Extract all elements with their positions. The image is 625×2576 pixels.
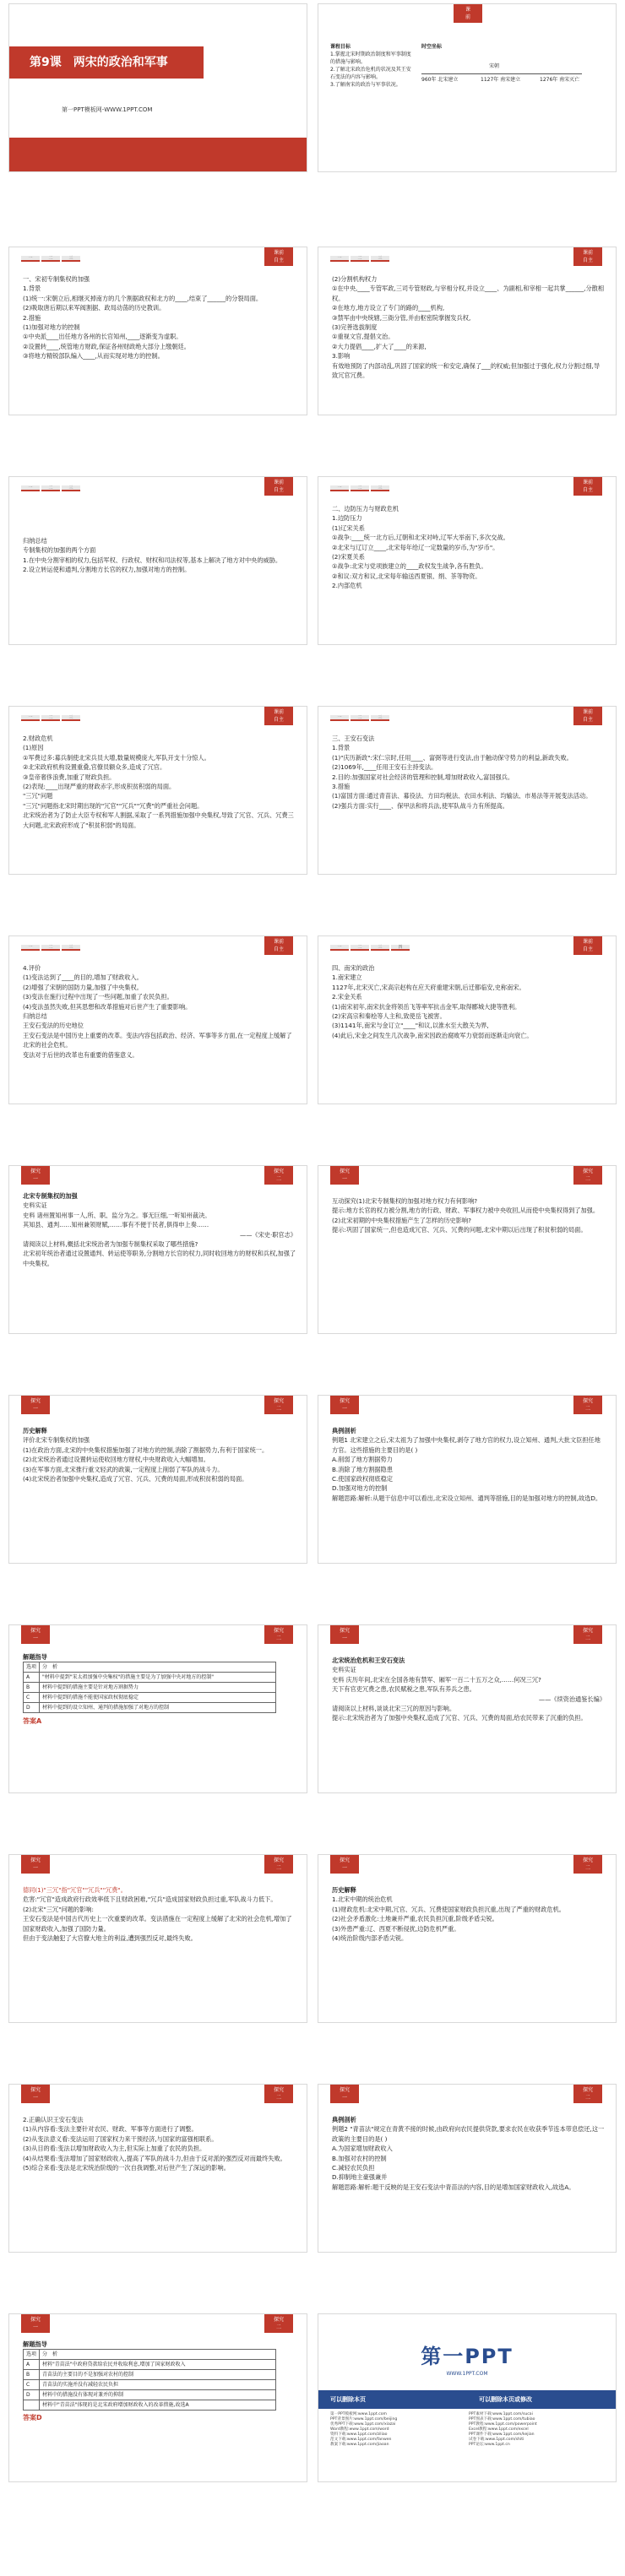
section-heading: 解题指导 xyxy=(23,2340,47,2348)
table-cell: 材料中提到的措施主要是针对地方割据势力 xyxy=(40,1683,276,1693)
text-line: 史料 诸州置知州事一人,所、职、监分为之。事无巨细,一听知州裁决。 xyxy=(23,1211,211,1219)
banner-right: 可以删除本页或修改 xyxy=(479,2396,532,2403)
slide-3[interactable] xyxy=(8,247,307,415)
slide-13[interactable] xyxy=(8,1395,307,1564)
tab-1[interactable]: 一 xyxy=(21,715,40,721)
text-line: "三冗"问题 xyxy=(23,792,53,800)
note-link[interactable]: Excel教程:www.1ppt.com/excel xyxy=(469,2427,529,2432)
table-cell: 材料中提到的设立知州、通判的措施加强了对地方的控制 xyxy=(40,1703,276,1713)
slide-15[interactable] xyxy=(8,1624,307,1793)
end-logo xyxy=(318,2340,616,2377)
slide-9-text xyxy=(23,963,296,1060)
text-line: (1)"庆历新政":宋仁宗时,任用____、富弼等进行变法,由于触动保守势力的利益,新政失败。 xyxy=(332,753,573,762)
text-line: "三冗"问题指北宋时期出现的"冗官""冗兵""冗费"的严重社会问题。 xyxy=(23,801,204,810)
tab-1[interactable]: 一 xyxy=(21,485,40,491)
text-line: 史料 庆历年间,北宋在全国各地有禁军、厢军一百二十五万之众,……何况三冗? xyxy=(332,1675,541,1684)
table-row xyxy=(24,2370,276,2380)
text-line: (2)强兵方面:实行____、保甲法和将兵法,使军队战斗力有所提高。 xyxy=(332,801,508,810)
text-line: ——《宋史·职官志》 xyxy=(240,1230,296,1239)
objective-2: 2.了解北宋政治危机的状况及其王安石变法的内容与影响。 xyxy=(330,67,411,80)
text-line: 1127年,北宋灭亡,宋高宗赵构在应天府重建宋朝,后迁都临安,史称南宋。 xyxy=(332,983,525,991)
text-line: (4)此后,宋金之间发生几次战争,南宋因政治腐败军力衰弱而逐渐走向衰亡。 xyxy=(332,1031,533,1039)
slide-6-text xyxy=(332,504,606,591)
text-line: (4)从结果看:变法增加了国家财政收入,提高了军队的战斗力,但由于反对派的强烈反对而最终失败。 xyxy=(23,2154,286,2162)
text-line: 三、王安石变法 xyxy=(332,735,375,742)
table-row xyxy=(24,2400,276,2411)
text-line: 解题思路:解析:题干反映的是王安石变法中青苗法的内容,目的是增加国家财政收入,故选A。 xyxy=(332,2183,575,2191)
slide-13-text xyxy=(23,1426,296,1483)
header-tag-2: 探究 二 xyxy=(573,1625,602,1644)
slide-14[interactable] xyxy=(318,1395,617,1564)
text-line: (1)南宋初年,南宋抗金将领岳飞等率军抗击金军,取得郾城大捷等胜利。 xyxy=(332,1002,521,1011)
table-row xyxy=(24,2360,276,2370)
text-line: (4)统治阶级内部矛盾尖锐。 xyxy=(332,1934,408,1943)
text-line: (1)统一:宋朝立后,相继灭掉南方的几个割据政权和北方的____,结束了______的分裂局面。 xyxy=(23,294,263,302)
table-cell xyxy=(24,2400,40,2411)
text-line: (1)从内容看:变法主要针对农民、财政、军事等方面进行了调整。 xyxy=(23,2125,198,2134)
slide-4-text xyxy=(332,274,606,380)
text-line: (1)加强对地方的控制 xyxy=(23,323,80,332)
tab-3[interactable]: 三 xyxy=(62,945,80,951)
text-line: ①军费过多:募兵制使北宋兵员大增,数量规模庞大,军队开支十分惊人。 xyxy=(23,753,210,762)
text-line: (2)社会矛盾激化:土地兼并严重,农民负担沉重,阶级矛盾尖锐。 xyxy=(332,1915,498,1923)
tab-2[interactable]: 二 xyxy=(41,485,60,491)
header-tag: 课前 自主 xyxy=(264,247,293,266)
section-tabs xyxy=(21,715,82,721)
text-line: (1)在政治方面,北宋的中央集权措施加强了对地方的控制,消除了割据势力,有利于国家统一。 xyxy=(23,1445,269,1454)
objectives-heading: 课程目标 xyxy=(330,44,351,50)
text-line: (2)增强了宋朝的国防力量,加强了中央集权。 xyxy=(23,983,143,991)
table-head: 选项 xyxy=(24,2350,40,2360)
text-line: 互动探究(1)北宋专制集权的加强对地方权力有何影响? xyxy=(332,1197,478,1205)
text-line: ②和议:双方和议,北宋每年输送西夏银、绢、茶等物资。 xyxy=(332,572,481,580)
slide-1-cover[interactable] xyxy=(8,3,307,172)
note-link[interactable]: PPT课件下载:www.1ppt.com/kejian xyxy=(469,2432,535,2437)
objective-3: 3.了解南宋的政治与军事状况。 xyxy=(330,82,401,88)
text-line: 2.目的:加强国家对社会经济的管理和控制,增加财政收入,富国强兵。 xyxy=(332,773,514,781)
note-link[interactable]: 资料下载:www.1ppt.com/ziliao xyxy=(330,2432,388,2437)
table-cell: C xyxy=(24,2380,40,2390)
text-line: 史料实证 xyxy=(23,1201,47,1210)
text-line: ③皇帝奢侈浪费,加重了财政负担。 xyxy=(23,773,116,781)
text-line: (2)宋高宗和秦桧等人主和,致使岳飞被害。 xyxy=(332,1012,446,1021)
slide-8-text xyxy=(332,734,606,811)
text-line: 例题2 "青苗法"规定在青黄不接的时候,由政府向农民提供贷款,要求农民在收获季节连本带息偿还,这一政策的主要目的是( ) xyxy=(332,2125,605,2143)
text-line: (2)北宋统治者通过设置转运使收回地方财权,中央财政收入大幅增加。 xyxy=(23,1456,209,1464)
table-cell: A xyxy=(24,1673,40,1683)
timeline-1127: 1127年 南宋建立 xyxy=(481,77,521,83)
slide-9[interactable] xyxy=(8,935,307,1104)
table-row xyxy=(24,1693,276,1703)
cover-footer xyxy=(9,138,307,171)
header-tag-2: 探究 二 xyxy=(264,2314,293,2333)
table-cell: 青苗法的实施并没有减轻农民负担 xyxy=(40,2380,276,2390)
header-tag: 课前 自主 xyxy=(264,477,293,496)
note-link[interactable]: 教案下载:www.1ppt.com/jiaoan xyxy=(330,2443,389,2447)
slide-11-text xyxy=(23,1191,296,1268)
text-line: 北宋统治者为了防止大臣专权和军人割据,采取了一系列措施加强中央集权,导致了冗官、冗兵、冗费三大问题,北宋政府形成了"积贫积弱"的局面。 xyxy=(23,811,294,829)
end-banner xyxy=(318,2390,616,2409)
text-line: 一、宋初专制集权的加强 xyxy=(23,275,90,283)
tab-1[interactable]: 一 xyxy=(21,945,40,951)
text-line: 北宋初年统治者通过设置通判、转运使等职务,分割地方长官的权力,同时收回地方的财权和兵权,加强了中央集权。 xyxy=(23,1250,296,1267)
text-line: 1.背景 xyxy=(23,285,41,293)
tab-1[interactable]: 一 xyxy=(21,256,40,262)
text-line: 2.财政危机 xyxy=(23,735,53,742)
note-link[interactable]: PPT论坛:www.1ppt.cn xyxy=(469,2443,510,2447)
note-link[interactable]: 范文下载:www.1ppt.com/fanwen xyxy=(330,2438,392,2442)
tab-2[interactable]: 二 xyxy=(351,256,369,262)
table-head: 分 析 xyxy=(40,2350,276,2360)
slide-2-objectives[interactable] xyxy=(318,3,617,172)
slide-19-text xyxy=(23,2115,296,2172)
objectives-column xyxy=(330,43,415,89)
text-line: ②北宋与辽订立____,北宋每年给辽一定数量的岁币,为"岁币"。 xyxy=(332,543,499,551)
timeline-axis xyxy=(421,73,582,74)
tab-1[interactable]: 一 xyxy=(330,256,349,262)
header-tag-2: 探究 二 xyxy=(573,1166,602,1185)
header-tag: 探究 一 xyxy=(330,1855,359,1874)
text-line: 1.北宋中期的统治危机 xyxy=(332,1895,393,1904)
text-line: 2.宋金关系 xyxy=(332,993,362,1001)
slide-21[interactable] xyxy=(8,2313,307,2482)
text-line: (3)完善选拔制度 xyxy=(332,323,378,332)
text-line: 评价北宋专制集权的加强 xyxy=(23,1436,90,1445)
table-cell: 青苗法的主要目的不是加强对农村的控制 xyxy=(40,2370,276,2380)
text-line: ②在地方,地方设立了专门的路的____机构, xyxy=(332,304,445,312)
timeline-column xyxy=(421,43,607,84)
header-tag: 探究 一 xyxy=(330,1166,359,1185)
text-line: 1.边防压力 xyxy=(332,514,362,523)
header-tag: 课前 自主 xyxy=(264,936,293,955)
timeline-heading: 时空坐标 xyxy=(421,44,443,50)
text-line: ①战争:北宋与党项族建立的____政权发生战争,各有胜负。 xyxy=(332,562,487,571)
text-line: 提示:北宋统治者为了加强中央集权,造成了冗官、冗兵、冗费的局面,给农民带来了沉重的负担。 xyxy=(332,1714,587,1722)
text-line: 1.背景 xyxy=(332,744,351,752)
tab-3[interactable]: 三 xyxy=(371,485,389,491)
section-tabs xyxy=(21,485,82,491)
text-line: (3)外患严重:辽、西夏不断侵扰,边防危机严重。 xyxy=(332,1924,460,1933)
tab-2[interactable]: 二 xyxy=(351,715,369,721)
note-link[interactable]: PPT素材下载:www.1ppt.com/sucai xyxy=(469,2412,533,2416)
slide-16[interactable] xyxy=(318,1624,617,1793)
header-tag: 探究 一 xyxy=(330,1396,359,1414)
tab-2[interactable]: 二 xyxy=(41,945,60,951)
analysis-table xyxy=(23,2349,276,2411)
text-line: ②北宋政府机构设置重叠,官僚员额众多,造成了冗官。 xyxy=(23,763,166,772)
cover-subtitle: 第一PPT模板网-WWW.1PPT.COM xyxy=(62,106,153,113)
answer-label: 答案D xyxy=(23,2414,42,2422)
tab-3[interactable]: 三 xyxy=(62,256,80,262)
header-tag: 课前 自主 xyxy=(573,707,602,725)
section-tabs xyxy=(330,485,391,491)
slide-17-text xyxy=(23,1885,296,1943)
text-line: (3)在军事方面,北宋推行重文轻武的政策,一定程度上削弱了军队的战斗力。 xyxy=(23,1465,224,1473)
table-cell: D xyxy=(24,2390,40,2400)
table-cell: "材料中提到"宋太祖加强中央集权"的措施主要是为了加强中央对地方的控制" xyxy=(40,1673,276,1683)
analysis-table xyxy=(23,1662,276,1713)
text-line: 天下有官吏冗费之患,农民赋税之患,军队有养兵之患。 xyxy=(332,1685,476,1694)
text-line: 例题1 北宋建立之后,宋太祖为了加强中央集权,剥夺了地方官的权力,设立知州、通判,大批文臣担任地方官。这些措施的主要目的是( ) xyxy=(332,1436,601,1454)
text-line: (2)从变法意义看:变法运用了国家权力来干预经济,与国家的富强相联系。 xyxy=(23,2134,218,2143)
option-a[interactable]: A.为国家增加财政收入 xyxy=(332,2145,393,2153)
section-tabs xyxy=(330,945,411,951)
logo-text: 第一PPT xyxy=(421,2345,514,2368)
text-line: ①战争:____统一北方后,辽朝和北宋对峙,辽军大举南下,多次交战。 xyxy=(332,534,509,542)
slide-4[interactable] xyxy=(318,247,617,415)
text-line: 2.设立转运使和通判,分割地方长官的权力,加强对地方的控制。 xyxy=(23,566,191,574)
text-line: 提示:地方长官的权力被分割,地方的行政、财政、军事权力被中央收回,从而使中央集权得到了加强。 xyxy=(332,1207,600,1215)
slide-22-end[interactable] xyxy=(318,2313,617,2482)
slide-7[interactable] xyxy=(8,706,307,875)
note-link[interactable]: 试卷下载:www.1ppt.com/shiti xyxy=(469,2438,524,2442)
header-tag-2: 探究 二 xyxy=(573,1855,602,1874)
section-heading: 典例剖析 xyxy=(332,1427,356,1434)
slide-20[interactable] xyxy=(318,2084,617,2253)
text-line: (1)原因 xyxy=(23,744,44,752)
text-line: 变法对于后世的改革也有重要的借鉴意义。 xyxy=(23,1050,139,1059)
header-tag: 课 前 xyxy=(454,4,482,23)
slide-10-text xyxy=(332,963,606,1040)
section-tabs xyxy=(21,945,82,951)
table-cell: 材料中提到的措施不能使国家政权彻底稳定 xyxy=(40,1693,276,1703)
objective-1: 1.掌握北宋时期政治制度和军事制度的措施与影响。 xyxy=(330,52,411,65)
slide-14-text xyxy=(332,1426,606,1503)
text-line: 史料实证 xyxy=(332,1666,356,1674)
table-row xyxy=(24,1703,276,1713)
text-line: 二、边防压力与财政危机 xyxy=(332,505,399,512)
tab-3[interactable]: 三 xyxy=(62,715,80,721)
text-line: (2)北宋初期的中央集权措施产生了怎样的历史影响? xyxy=(332,1216,471,1224)
text-line: (3)从目的看:变法以增加财政收入为主,但实际上加重了农民的负担。 xyxy=(23,2145,206,2153)
slide-20-text xyxy=(332,2115,606,2192)
text-line: 专制集权的加强的两个方面 xyxy=(23,546,96,555)
answer-label: 答案A xyxy=(23,1717,42,1726)
text-line: 1.在中央分割宰相的权力,包括军权、行政权、财权和司法权等,基本上解决了地方对中央的威胁。 xyxy=(23,556,282,564)
tab-2[interactable]: 二 xyxy=(41,256,60,262)
lesson-title: 第9课 两宋的政治和军事 xyxy=(9,46,204,79)
text-line: 请阅读以上材料,谈谈北宋三冗的原因与影响。 xyxy=(332,1705,456,1713)
header-tag-2: 探究 二 xyxy=(573,1396,602,1414)
table-cell: 材料中的措施没有体现对兼并的抑制 xyxy=(40,2390,276,2400)
section-heading: 北宋专制集权的加强 xyxy=(23,1192,78,1200)
tab-2[interactable]: 二 xyxy=(41,715,60,721)
end-notes xyxy=(330,2412,607,2448)
tab-1[interactable]: 一 xyxy=(330,945,349,951)
text-line: (2)表现:____出现严重的财政赤字,形成积贫积弱的局面。 xyxy=(23,783,176,791)
text-line: 4.评价 xyxy=(23,964,41,972)
table-head: 分 析 xyxy=(40,1662,276,1673)
slide-18[interactable] xyxy=(318,1854,617,2023)
text-line: ①中央派____出任地方各州的长官知州,____逐渐变为虚职。 xyxy=(23,333,182,341)
text-line: 请阅读以上材料,概括北宋统治者为加强专制集权采取了哪些措施? xyxy=(23,1240,198,1249)
text-line: ③禁军由中央统辖,三衙分管,并由枢密院掌握发兵权, xyxy=(332,313,471,322)
text-line: 历史解释 xyxy=(23,1427,47,1434)
option-d[interactable]: D.加强对地方的控制 xyxy=(332,1484,388,1493)
table-row xyxy=(24,1683,276,1693)
table-cell: 材料中"青苗法"体现的是北宋政府增加财政收入的改革措施,故选A xyxy=(40,2400,276,2411)
header-tag-2: 探究 二 xyxy=(264,2085,293,2103)
slide-12-text xyxy=(332,1196,606,1235)
text-line: 2.内部危机 xyxy=(332,582,362,590)
tab-4[interactable]: 四 xyxy=(391,945,410,951)
header-tag: 探究 一 xyxy=(330,1625,359,1644)
slide-11[interactable] xyxy=(8,1165,307,1334)
note-link[interactable]: PPT背景图片:www.1ppt.com/beijing xyxy=(330,2417,398,2421)
section-heading: 典例剖析 xyxy=(332,2116,356,2123)
text-line: 2.措施 xyxy=(23,313,41,322)
text-line: 3.措施 xyxy=(332,783,351,791)
text-line: (1)财政危机:北宋中期,冗官、冗兵、冗费使国家财政负担沉重,出现了严重的财政危机。 xyxy=(332,1905,565,1913)
slide-10[interactable] xyxy=(318,935,617,1104)
slide-21-text xyxy=(23,2340,296,2423)
text-line: ——《续资治通鉴长编》 xyxy=(538,1695,606,1703)
timeline-1276: 1276年 南宋灭亡 xyxy=(540,77,580,83)
header-tag: 课前 自主 xyxy=(264,707,293,725)
slide-7-text xyxy=(23,734,296,830)
text-line: (1)辽宋关系 xyxy=(332,523,365,532)
slide-15-text xyxy=(23,1652,296,1727)
text-line: (1)变法达到了____的目的,增加了财政收入。 xyxy=(23,973,143,982)
note-link[interactable]: 优秀PPT下载:www.1ppt.com/xiazai xyxy=(330,2422,396,2427)
slide-3-text xyxy=(23,274,296,361)
table-row xyxy=(24,1673,276,1683)
banner-left: 可以删除本页 xyxy=(330,2396,366,2403)
option-b[interactable]: B.消除了地方割据隐患 xyxy=(332,1465,393,1473)
header-tag-2: 探究 二 xyxy=(573,2085,602,2103)
text-line: 四、南宋的政治 xyxy=(332,964,375,972)
tab-2[interactable]: 二 xyxy=(351,485,369,491)
section-heading: 解题指导 xyxy=(23,1653,47,1661)
text-line: 解题思路:解析:从题干信息中可以看出,北宋设立知州、通判等措施,目的是加强对地方的控制,故选D。 xyxy=(332,1494,602,1502)
tab-2[interactable]: 二 xyxy=(351,945,369,951)
slide-5[interactable] xyxy=(8,476,307,645)
note-link[interactable]: Word教程:www.1ppt.com/word xyxy=(330,2427,389,2432)
table-cell: D xyxy=(24,1703,40,1713)
section-tabs xyxy=(330,715,391,721)
text-line: 危害:"冗官"造成政府行政效率低下且财政困难,"冗兵"造成国家财政负担过重,军队战斗力低下。 xyxy=(23,1895,277,1904)
text-line: (4)变法虽然失败,但其思想和改革措施对后世产生了重要影响。 xyxy=(23,1002,192,1011)
option-b[interactable]: B.加强对农村的控制 xyxy=(332,2154,387,2162)
logo-url: WWW.1PPT.COM xyxy=(446,2371,488,2377)
table-head: 选项 xyxy=(24,1662,40,1673)
header-tag: 探究 一 xyxy=(21,1166,50,1185)
tab-3[interactable]: 三 xyxy=(371,256,389,262)
section-tabs xyxy=(330,256,391,262)
text-line: (3)1141年,南宋与金订立"____"和议,以淮水至大散关为界, xyxy=(332,1022,489,1030)
text-line: ①在中央,____专管军政,三司专管财政,与宰相分权,并设立____、为副相,和宰相一起共掌______,分散相权。 xyxy=(332,285,605,302)
text-line: (2)1069年,____任用王安石主持变法。 xyxy=(332,763,438,772)
header-tag: 探究 一 xyxy=(21,1855,50,1874)
text-line: ①重视文官,提倡文治。 xyxy=(332,333,394,341)
table-cell: B xyxy=(24,2370,40,2380)
header-tag: 课前 自主 xyxy=(573,247,602,266)
header-tag-2: 探究 二 xyxy=(264,1396,293,1414)
text-line: 王安石变法是中国历史上重要的改革。变法内容包括政治、经济、军事等多方面,在一定程度上缓解了北宋的社会危机。 xyxy=(23,1031,292,1049)
option-c[interactable]: C.减轻农民负担 xyxy=(332,2164,375,2172)
header-tag-2: 探究 二 xyxy=(264,1855,293,1874)
table-row xyxy=(24,2390,276,2400)
text-line: 归纳总结 xyxy=(23,1012,47,1021)
header-tag-2: 探究 二 xyxy=(264,1166,293,1185)
note-link[interactable]: PPT图表下载:www.1ppt.com/tubiao xyxy=(469,2417,535,2421)
text-line: (2)分割机构权力 xyxy=(332,275,378,283)
section-heading: 北宋统治危机和王安石变法 xyxy=(332,1657,405,1664)
text-line: (5)综合来看:变法是北宋统治阶级的一次自我调整,对后世产生了深远的影响。 xyxy=(23,2164,230,2172)
option-a[interactable]: A.削弱了地方割据势力 xyxy=(332,1456,393,1464)
text-line: (3)变法在施行过程中出现了一些问题,加重了农民负担。 xyxy=(23,993,173,1001)
header-tag: 课前 自主 xyxy=(573,936,602,955)
text-line: ②设置转____,统管地方财政,保证各州财政绝大部分上缴朝廷。 xyxy=(23,342,190,350)
text-line: 其知县、通判……知州兼领财赋,……事有不便于民者,俱得申上奏…… xyxy=(23,1221,209,1229)
slide-17[interactable] xyxy=(8,1854,307,2023)
dynasty-label: 宋朝 xyxy=(489,63,500,69)
text-line: ②大力提倡____,扩大了____的来源, xyxy=(332,342,427,350)
section-tabs xyxy=(21,256,82,262)
tab-3[interactable]: 三 xyxy=(371,715,389,721)
text-line: (2)吸取唐后期以来军阀割据、政局动荡的历史教训。 xyxy=(23,304,166,312)
table-cell: A xyxy=(24,2360,40,2370)
timeline-960: 960年 北宋建立 xyxy=(421,77,459,83)
table-row xyxy=(24,2380,276,2390)
text-line: 归纳总结 xyxy=(23,537,47,545)
tab-1[interactable]: 一 xyxy=(330,485,349,491)
text-line: (2)北宋"三冗"问题的影响: xyxy=(23,1905,94,1913)
table-cell: C xyxy=(24,1693,40,1703)
text-line: 3.影响 xyxy=(332,352,351,361)
text-line: 2.正确认识王安石变法 xyxy=(23,2116,84,2123)
header-tag: 探究 一 xyxy=(21,1396,50,1414)
text-line: 但由于变法触犯了大官僚大地主的利益,遭到强烈反对,最终失败。 xyxy=(23,1934,197,1943)
header-tag: 探究 一 xyxy=(21,2314,50,2333)
text-line: (1)富国方面:通过青苗法、募役法、方田均税法、农田水利法、均输法、市易法等开展变法活动。 xyxy=(332,792,592,800)
header-tag-2: 探究 二 xyxy=(264,1625,293,1644)
slide-16-text xyxy=(332,1656,606,1723)
slide-18-text xyxy=(332,1885,606,1943)
text-line: 历史解释 xyxy=(332,1886,356,1894)
text-line: (2)宋夏关系 xyxy=(332,553,365,561)
table-cell: B xyxy=(24,1683,40,1693)
table-cell: 材料"青苗法"中政府贷款给农民并收取利息,增加了国家财政收入 xyxy=(40,2360,276,2370)
tab-1[interactable]: 一 xyxy=(330,715,349,721)
slide-19[interactable] xyxy=(8,2084,307,2253)
tab-3[interactable]: 三 xyxy=(371,945,389,951)
option-c[interactable]: C.使国家政权彻底稳定 xyxy=(332,1475,393,1483)
text-line: 王安石变法是中国古代历史上一次重要的改革。变法措施在一定程度上缓解了北宋的社会危机,增加了国家财政收入,加强了国防力量。 xyxy=(23,1915,292,1933)
slide-6[interactable] xyxy=(318,476,617,645)
text-line: 王安石变法的历史地位 xyxy=(23,1022,84,1030)
slide-8[interactable] xyxy=(318,706,617,875)
tab-3[interactable]: 三 xyxy=(62,485,80,491)
note-link[interactable]: 第一PPT模板网:www.1ppt.com xyxy=(330,2412,387,2416)
text-line: ③将地方精锐部队编入____,从而实现对地方的控制。 xyxy=(23,352,164,361)
text-line: 德同(1)"三冗"指"冗官""冗兵""冗费"。 xyxy=(23,1886,127,1894)
text-line: (4)北宋统治者加强中央集权,造成了冗官、冗兵、冗费的局面,形成积贫积弱的局面。 xyxy=(23,1475,248,1483)
header-tag: 探究 一 xyxy=(330,2085,359,2103)
text-line: 1.南宋建立 xyxy=(332,973,362,982)
option-d[interactable]: D.抑制地主豪强兼并 xyxy=(332,2173,388,2182)
header-tag: 探究 一 xyxy=(21,2085,50,2103)
header-tag: 课前 自主 xyxy=(573,477,602,496)
slide-12[interactable] xyxy=(318,1165,617,1334)
note-link[interactable]: PPT教程:www.1ppt.com/powerpoint xyxy=(469,2422,537,2427)
text-line: 有效地预防了内部动乱,巩固了国家的统一和安定,确保了___的权威;但加强过于强化,权力分割过细,导致冗官冗费。 xyxy=(332,361,601,380)
text-line: 提示:巩固了国家统一,但也造成冗官、冗兵、冗费的问题,北宋中期以后出现了积贫积弱的局面。 xyxy=(332,1226,587,1234)
slide-5-text xyxy=(23,536,296,575)
header-tag: 探究 一 xyxy=(21,1625,50,1644)
